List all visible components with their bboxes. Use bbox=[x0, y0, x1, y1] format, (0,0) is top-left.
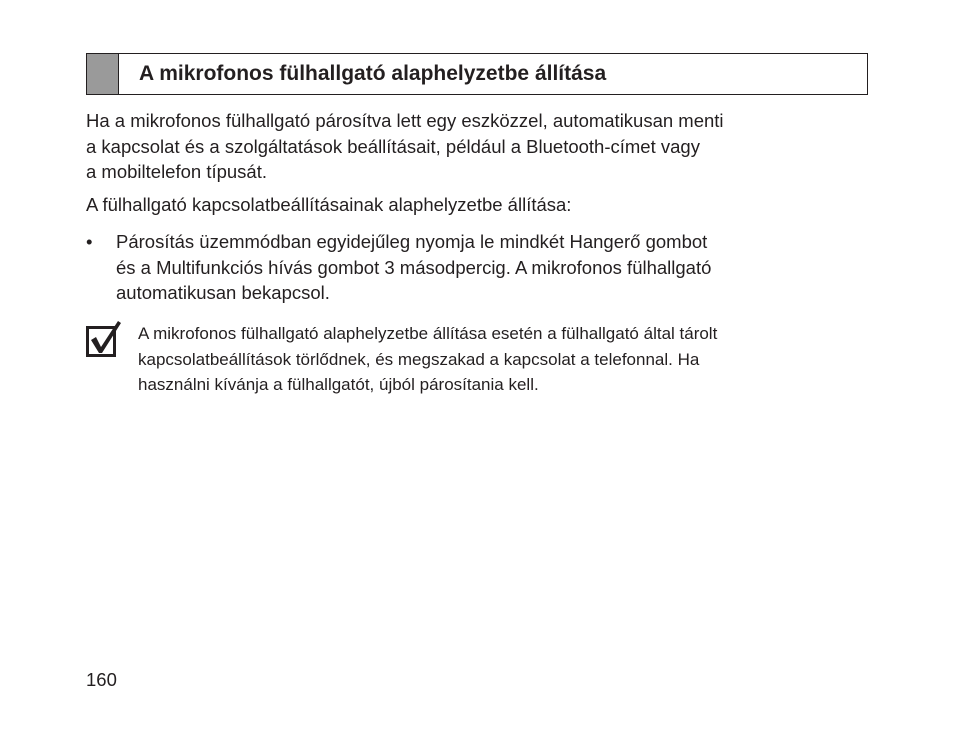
note-line: A mikrofonos fülhallgató alaphelyzetbe állítása esetén a fülhallgató által tárolt bbox=[138, 324, 718, 343]
step-line: automatikusan bekapcsol. bbox=[116, 282, 330, 303]
note-line: kapcsolatbeállítások törlődnek, és megszakad a kapcsolat a telefonnal. Ha bbox=[138, 349, 700, 369]
note-line: használni kívánja a fülhallgatót, újból párosítania kell. bbox=[138, 375, 539, 394]
procedure-intro: A fülhallgató kapcsolatbeállításainak alaphelyzetbe állítása: bbox=[86, 194, 572, 215]
checkbox-check-icon bbox=[86, 319, 122, 357]
step-line: Párosítás üzemmódban egyidejűleg nyomja le mindkét Hangerő gombot bbox=[116, 231, 708, 252]
heading-marker bbox=[87, 54, 119, 94]
bullet-icon: • bbox=[86, 231, 93, 252]
page-number: 160 bbox=[86, 669, 117, 690]
intro-line: a mobiltelefon típusát. bbox=[86, 161, 267, 182]
step-line: és a Multifunkciós hívás gombot 3 másodpercig. A mikrofonos fülhallgató bbox=[116, 256, 712, 278]
section-title: A mikrofonos fülhallgató alaphelyzetbe állítása bbox=[139, 62, 607, 85]
list-item bbox=[86, 229, 711, 306]
intro-paragraph bbox=[86, 108, 724, 185]
steps-list bbox=[86, 229, 711, 306]
intro-line: a kapcsolat és a szolgáltatások beállításait, például a Bluetooth-címet vagy bbox=[86, 135, 700, 157]
intro-line: Ha a mikrofonos fülhallgató párosítva lett egy eszközzel, automatikusan menti bbox=[86, 110, 724, 131]
section-heading bbox=[86, 53, 868, 95]
note-text bbox=[138, 321, 717, 398]
